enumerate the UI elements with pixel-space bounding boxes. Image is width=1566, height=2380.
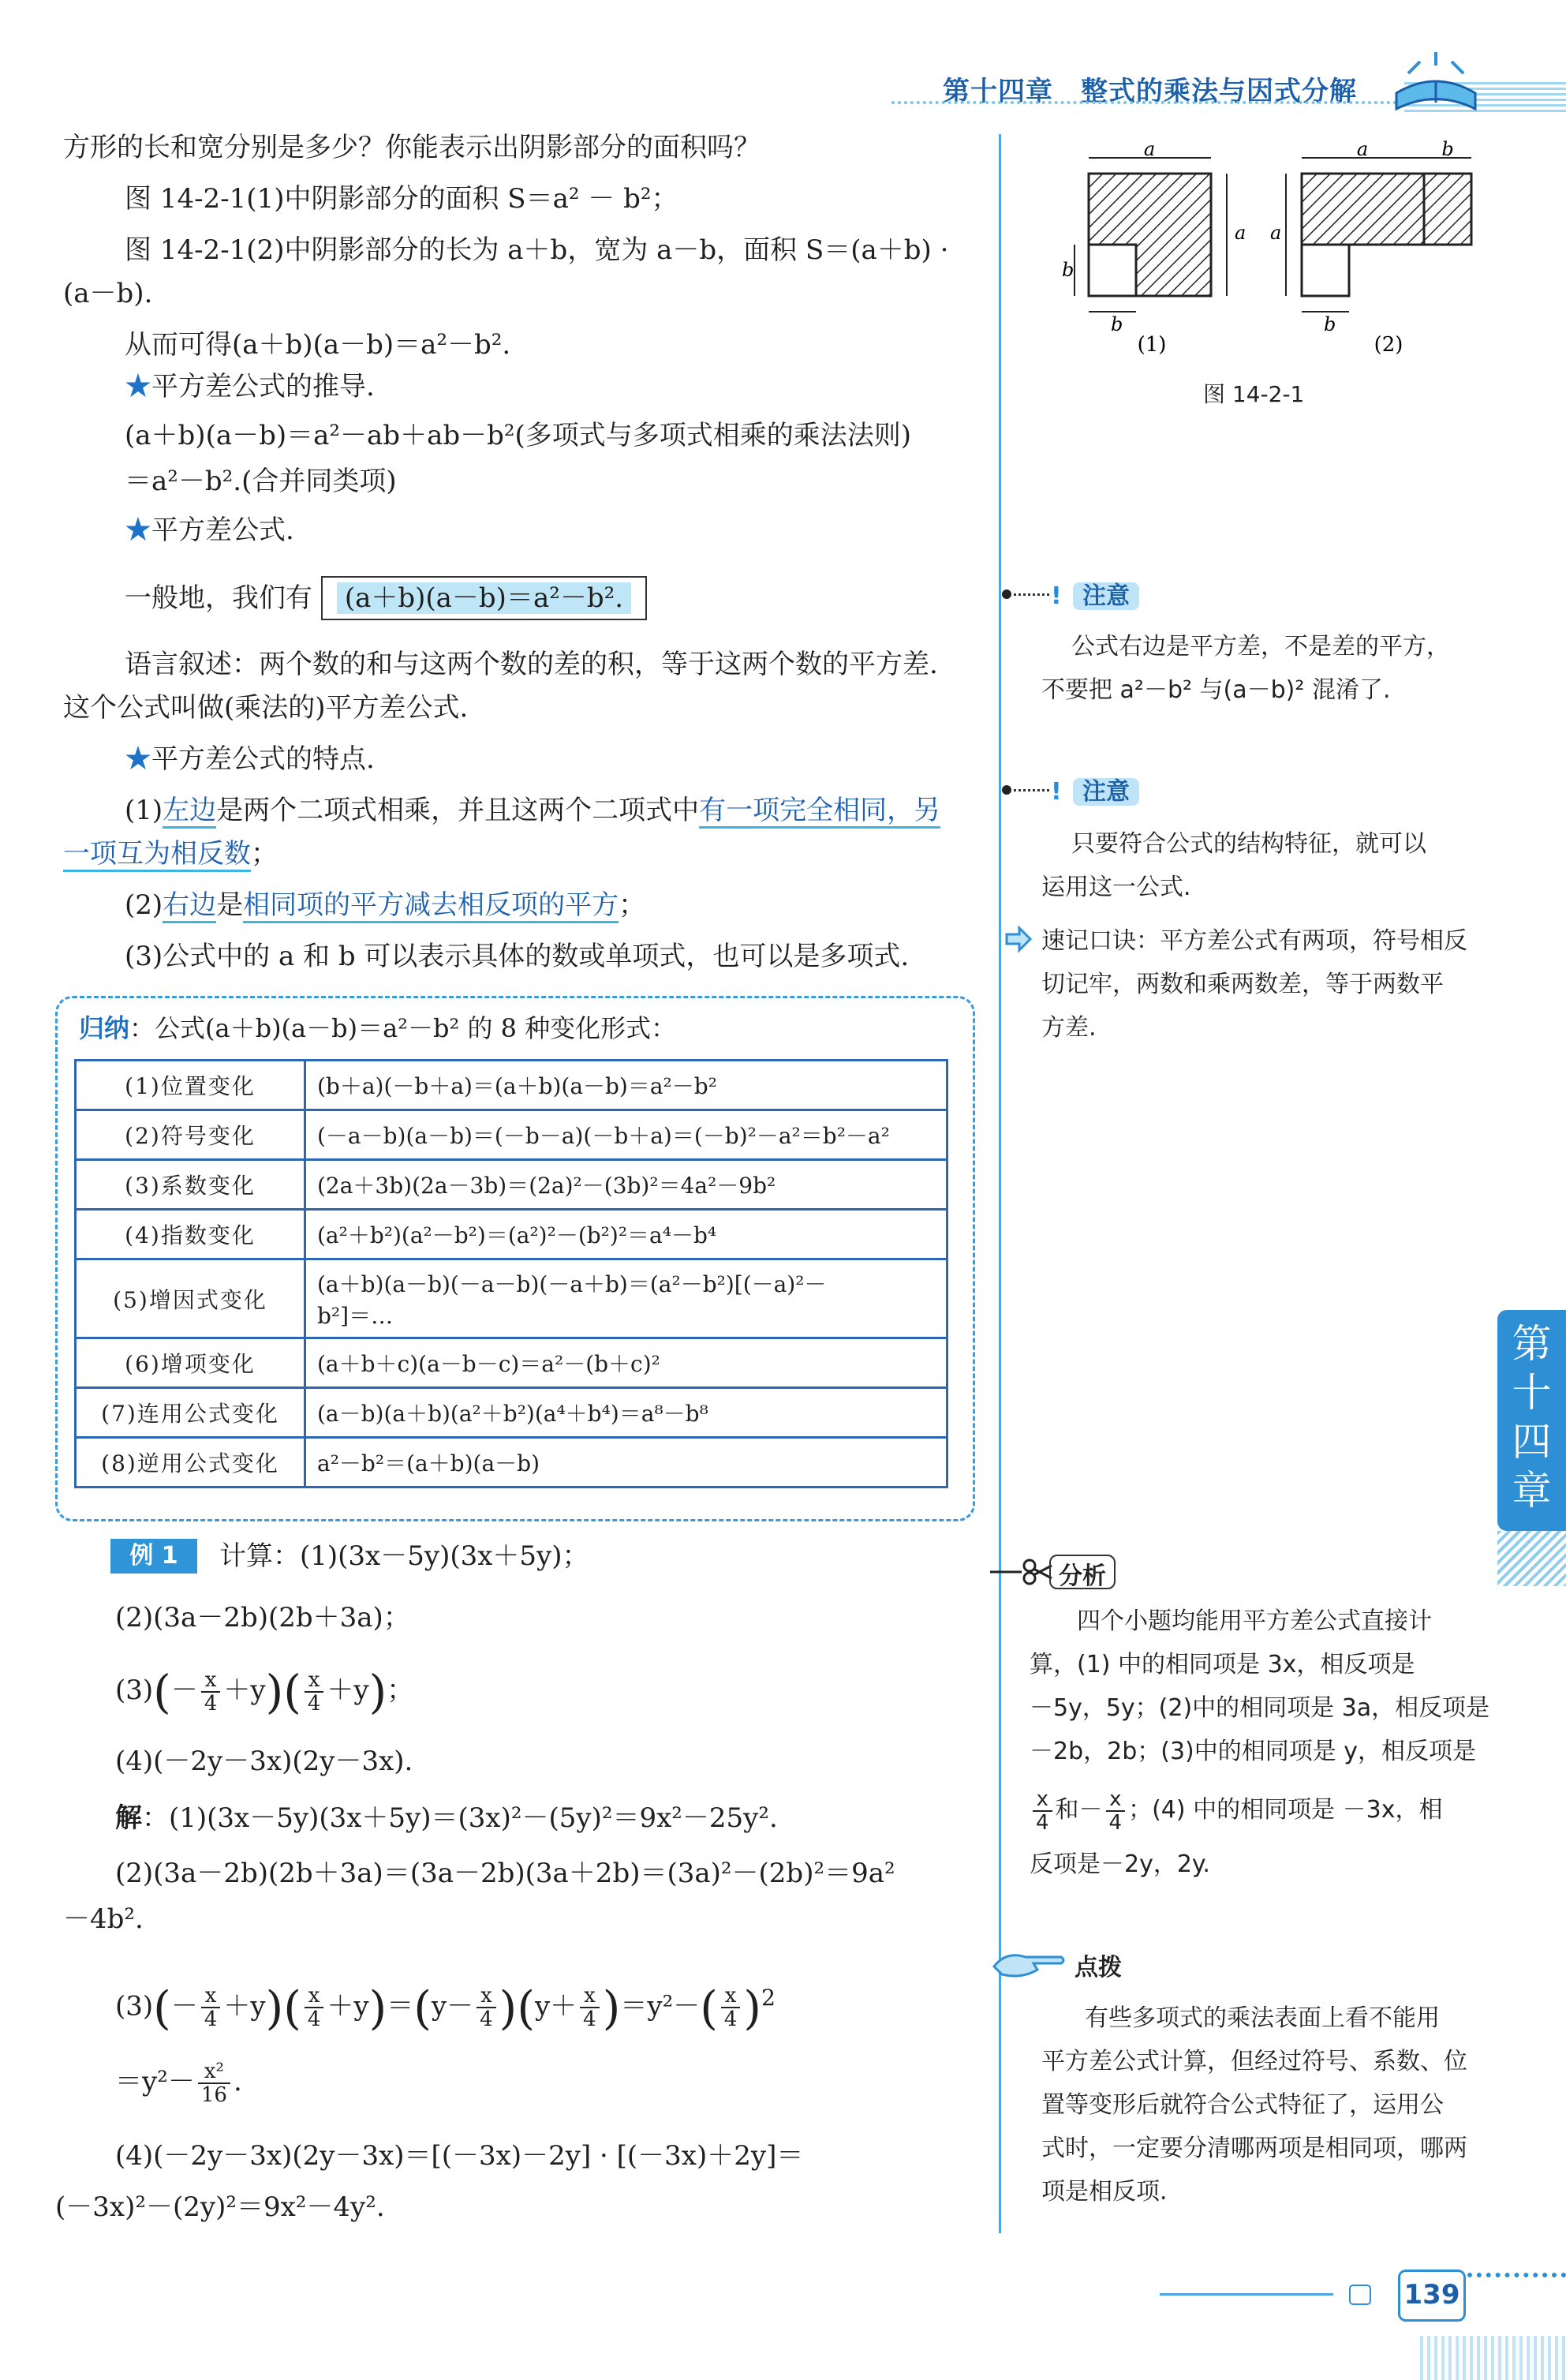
analysis-line: 四个小题均能用平方差公式直接计 [1077,1607,1432,1635]
footer-dots [1467,2273,1566,2277]
fraction: $\frac{x}{4}$ [477,1985,496,2030]
analysis-line: －2b，2b；(3)中的相同项是 y，相反项是 [1030,1738,1477,1765]
intro-line: 图 14-2-1(1)中阴影部分的面积 S＝a² － b²； [125,183,678,215]
chapter-tab-stripes [1497,1531,1566,1586]
feature-2-line: (2)右边是相同项的平方减去相反项的平方； [125,888,645,922]
note-1-line-1: 公式右边是平方差，不是差的平方， [1071,633,1450,660]
note-2-line-1: 只要符合公式的结构特征，就可以 [1071,830,1426,858]
exclamation-icon: ! [1051,778,1062,806]
feature-3-line: (3)公式中的 a 和 b 可以表示具体的数或单项式，也可以是多项式. [125,941,910,972]
formula-heading: ★平方差公式. [125,515,294,546]
label-a: a [1356,138,1369,160]
note-heading: ! 注意 [1051,576,1139,608]
tip-line: 有些多项式的乘法表面上看不能用 [1085,2004,1440,2032]
analysis-line: －5y，5y；(2)中的相同项是 3a，相反项是 [1030,1694,1490,1722]
intro-line: 图 14-2-1(2)中阴影部分的长为 a＋b，宽为 a－b，面积 S＝(a＋b) · [125,234,949,266]
chapter-title: 第十四章 整式的乘法与因式分解 [943,76,1357,107]
language-line-2: 这个公式叫做(乘法的)平方差公式. [63,692,469,724]
solution-3: (3)(－ $\frac{x}{4}$ ＋y)( $\frac{x}{4}$ ＋y)＝(y－ $\frac{x}{4}$ )(y＋ $\frac{x}{4}$ )＝y²－( $\frac{x}{4}$ )$^2$ [115,1981,776,2035]
figure-part-2 [1270,138,1471,357]
page-header [0,0,1566,126]
example-badge: 例 1 [110,1539,197,1574]
table-row: (8)逆用公式变化 a²－b²＝(a＋b)(a－b) [76,1438,947,1488]
star-icon: ★ [125,743,151,775]
label-a: a [1235,222,1246,244]
open-book-icon [1388,46,1483,117]
formula-line [125,576,647,620]
example-question-3: (3)(－ $\frac{x}{4}$ ＋y)( $\frac{x}{4}$ ＋y)； [115,1665,414,1719]
label-b: b [1111,313,1123,335]
analysis-line: 反项是－2y，2y. [1030,1850,1210,1878]
feature-1-line-2: 一项互为相反数； [63,836,278,871]
formula-lead: 一般地，我们有 [125,582,312,614]
intro-line: 从而可得(a＋b)(a－b)＝a²－b². [125,329,511,361]
summary-title: 归纳：公式(a＋b)(a－b)＝a²－b² 的 8 种变化形式： [79,1013,677,1043]
footer-stripe-band [1420,2336,1566,2380]
solution-2-line-1: (2)(3a－2b)(2b＋3a)＝(3a－2b)(3a＋2b)＝(3a)²－(2b)²＝9a² [115,1858,895,1889]
page-number: 139 [1398,2270,1466,2322]
tip-line: 项是相反项. [1041,2178,1168,2206]
example-question-1: 计算：(1)(3x－5y)(3x＋5y)； [219,1540,589,1572]
solution-1: 解：(1)(3x－5y)(3x＋5y)＝(3x)²－(5y)²＝9x²－25y². [115,1802,778,1834]
label-b: b [1062,259,1075,281]
figure-caption: 图 14-2-1 [1203,381,1305,407]
mnemonic-line-1: 速记口诀：平方差公式有两项，符号相反 [1041,927,1467,955]
chapter-tab: 第 十 四 章 [1497,1310,1566,1531]
fraction: $\frac{x}{4}$ [201,1985,221,2030]
star-icon: ★ [125,371,151,402]
exclamation-icon: ! [1051,582,1062,610]
solution-4-line-2: (－3x)²－(2y)²＝9x²－4y². [55,2191,385,2223]
tip-line: 置等变形后就符合公式特征了，运用公 [1041,2091,1444,2119]
note-heading: ! 注意 [1051,772,1139,803]
analysis-line: $\frac{x}{4}$ 和－ $\frac{x}{4}$ ；(4) 中的相同项是 －3x，相 [1030,1785,1443,1836]
label-b: b [1324,313,1336,335]
summary-table [74,1059,948,1488]
fraction: $\frac{x}{4}$ [305,1669,324,1715]
figure-part-1 [1062,138,1246,357]
scissors-icon [990,1556,1053,1588]
tip-line: 式时，一定要分清哪两项是相同项，哪两 [1041,2135,1467,2162]
table-row: (2)符号变化 (－a－b)(a－b)＝(－b－a)(－b＋a)＝(－b)²－a²＝b²－a² [76,1110,947,1160]
derivation-step-1: (a＋b)(a－b)＝a²－ab＋ab－b²(多项式与多项式相乘的乘法法则) [125,420,912,451]
mnemonic-line-3: 方差. [1041,1014,1097,1042]
label-a: a [1270,222,1282,244]
formula-text: (a＋b)(a－b)＝a²－b². [337,582,631,614]
table-row: (1)位置变化 (b＋a)(－b＋a)＝(a＋b)(a－b)＝a²－b² [76,1061,947,1110]
mnemonic-line-2: 切记牢，两数和乘两数差，等于两数平 [1041,971,1444,998]
figure-14-2-1 [1057,138,1499,367]
fraction: $\frac{x}{4}$ [305,1985,324,2030]
example-question-4: (4)(－2y－3x)(2y－3x). [115,1746,413,1777]
analysis-line: 算，(1) 中的相同项是 3x，相反项是 [1030,1651,1415,1678]
table-cell-multiline: (a＋b)(a－b)(－a－b)(－a＋b)＝(a²－b²)[(－a)²－ b²]＝… [305,1259,947,1338]
footer-square-icon [1349,2285,1371,2305]
solution-3-answer: ＝y²－ $\frac{\text{x²}}{16}$ . [115,2060,242,2107]
note-2-line-2: 运用这一公式. [1041,874,1191,901]
table-row: (7)连用公式变化 (a－b)(a＋b)(a²＋b²)(a⁴＋b⁴)＝a⁸－b⁸ [76,1388,947,1438]
solution-2-line-2: －4b². [63,1903,144,1935]
tip-line: 平方差公式计算，但经过符号、系数、位 [1041,2048,1467,2075]
tip-heading: 点拨 [1075,1954,1122,1981]
pointing-hand-icon [990,1943,1069,1982]
column-divider [999,134,1001,2233]
intro-line: (a－b). [63,278,153,309]
fraction: $\frac{\text{x²}}{16}$ [198,2060,230,2106]
language-line-1: 语言叙述：两个数的和与这两个数的差的积，等于这两个数的平方差. [125,649,938,680]
fraction: $\frac{x}{4}$ [721,1985,741,2030]
table-row: (4)指数变化 (a²＋b²)(a²－b²)＝(a²)²－(b²)²＝a⁴－b⁴ [76,1210,947,1259]
footer-line [1160,2293,1333,2296]
table-row: (6)增项变化 (a＋b＋c)(a－b－c)＝a²－(b＋c)² [76,1338,947,1388]
fraction: $\frac{x}{4}$ [1033,1788,1052,1834]
solution-4-line-1: (4)(－2y－3x)(2y－3x)＝[(－3x)－2y] · [(－3x)＋2y]＝ [115,2140,804,2172]
pointer-icon [1008,593,1049,596]
fraction: $\frac{x}{4}$ [201,1669,221,1715]
label-b: b [1441,138,1454,160]
arrow-right-icon [1004,923,1035,955]
figure-label-2: (2) [1374,333,1403,357]
figure-label-1: (1) [1137,333,1167,357]
formula-box [321,576,647,620]
derivation-step-2: ＝a²－b².(合并同类项) [125,466,397,497]
fraction: $\frac{x}{4}$ [580,1985,600,2030]
example-question-2: (2)(3a－2b)(2b＋3a)； [115,1602,410,1633]
intro-line: 方形的长和宽分别是多少？你能表示出阴影部分的面积吗？ [63,132,761,163]
table-row: (5)增因式变化 (a＋b)(a－b)(－a－b)(－a＋b)＝(a²－b²)[(－a)²－ b²]＝… [76,1259,947,1338]
table-row: (3)系数变化 (2a＋3b)(2a－3b)＝(2a)²－(3b)²＝4a²－9b² [76,1160,947,1210]
star-icon: ★ [125,515,151,546]
pointer-icon [1008,789,1049,791]
features-heading: ★平方差公式的特点. [125,743,375,775]
note-1-line-2: 不要把 a²－b² 与(a－b)² 混淆了. [1041,676,1391,704]
derivation-heading: ★平方差公式的推导. [125,371,375,402]
analysis-heading: 分析 [1049,1555,1116,1589]
feature-1-line-1: (1)左边是两个二项式相乘，并且这两个二项式中有一项完全相同，另 [125,793,940,828]
fraction: $\frac{x}{4}$ [1106,1788,1126,1834]
label-a: a [1143,138,1156,160]
